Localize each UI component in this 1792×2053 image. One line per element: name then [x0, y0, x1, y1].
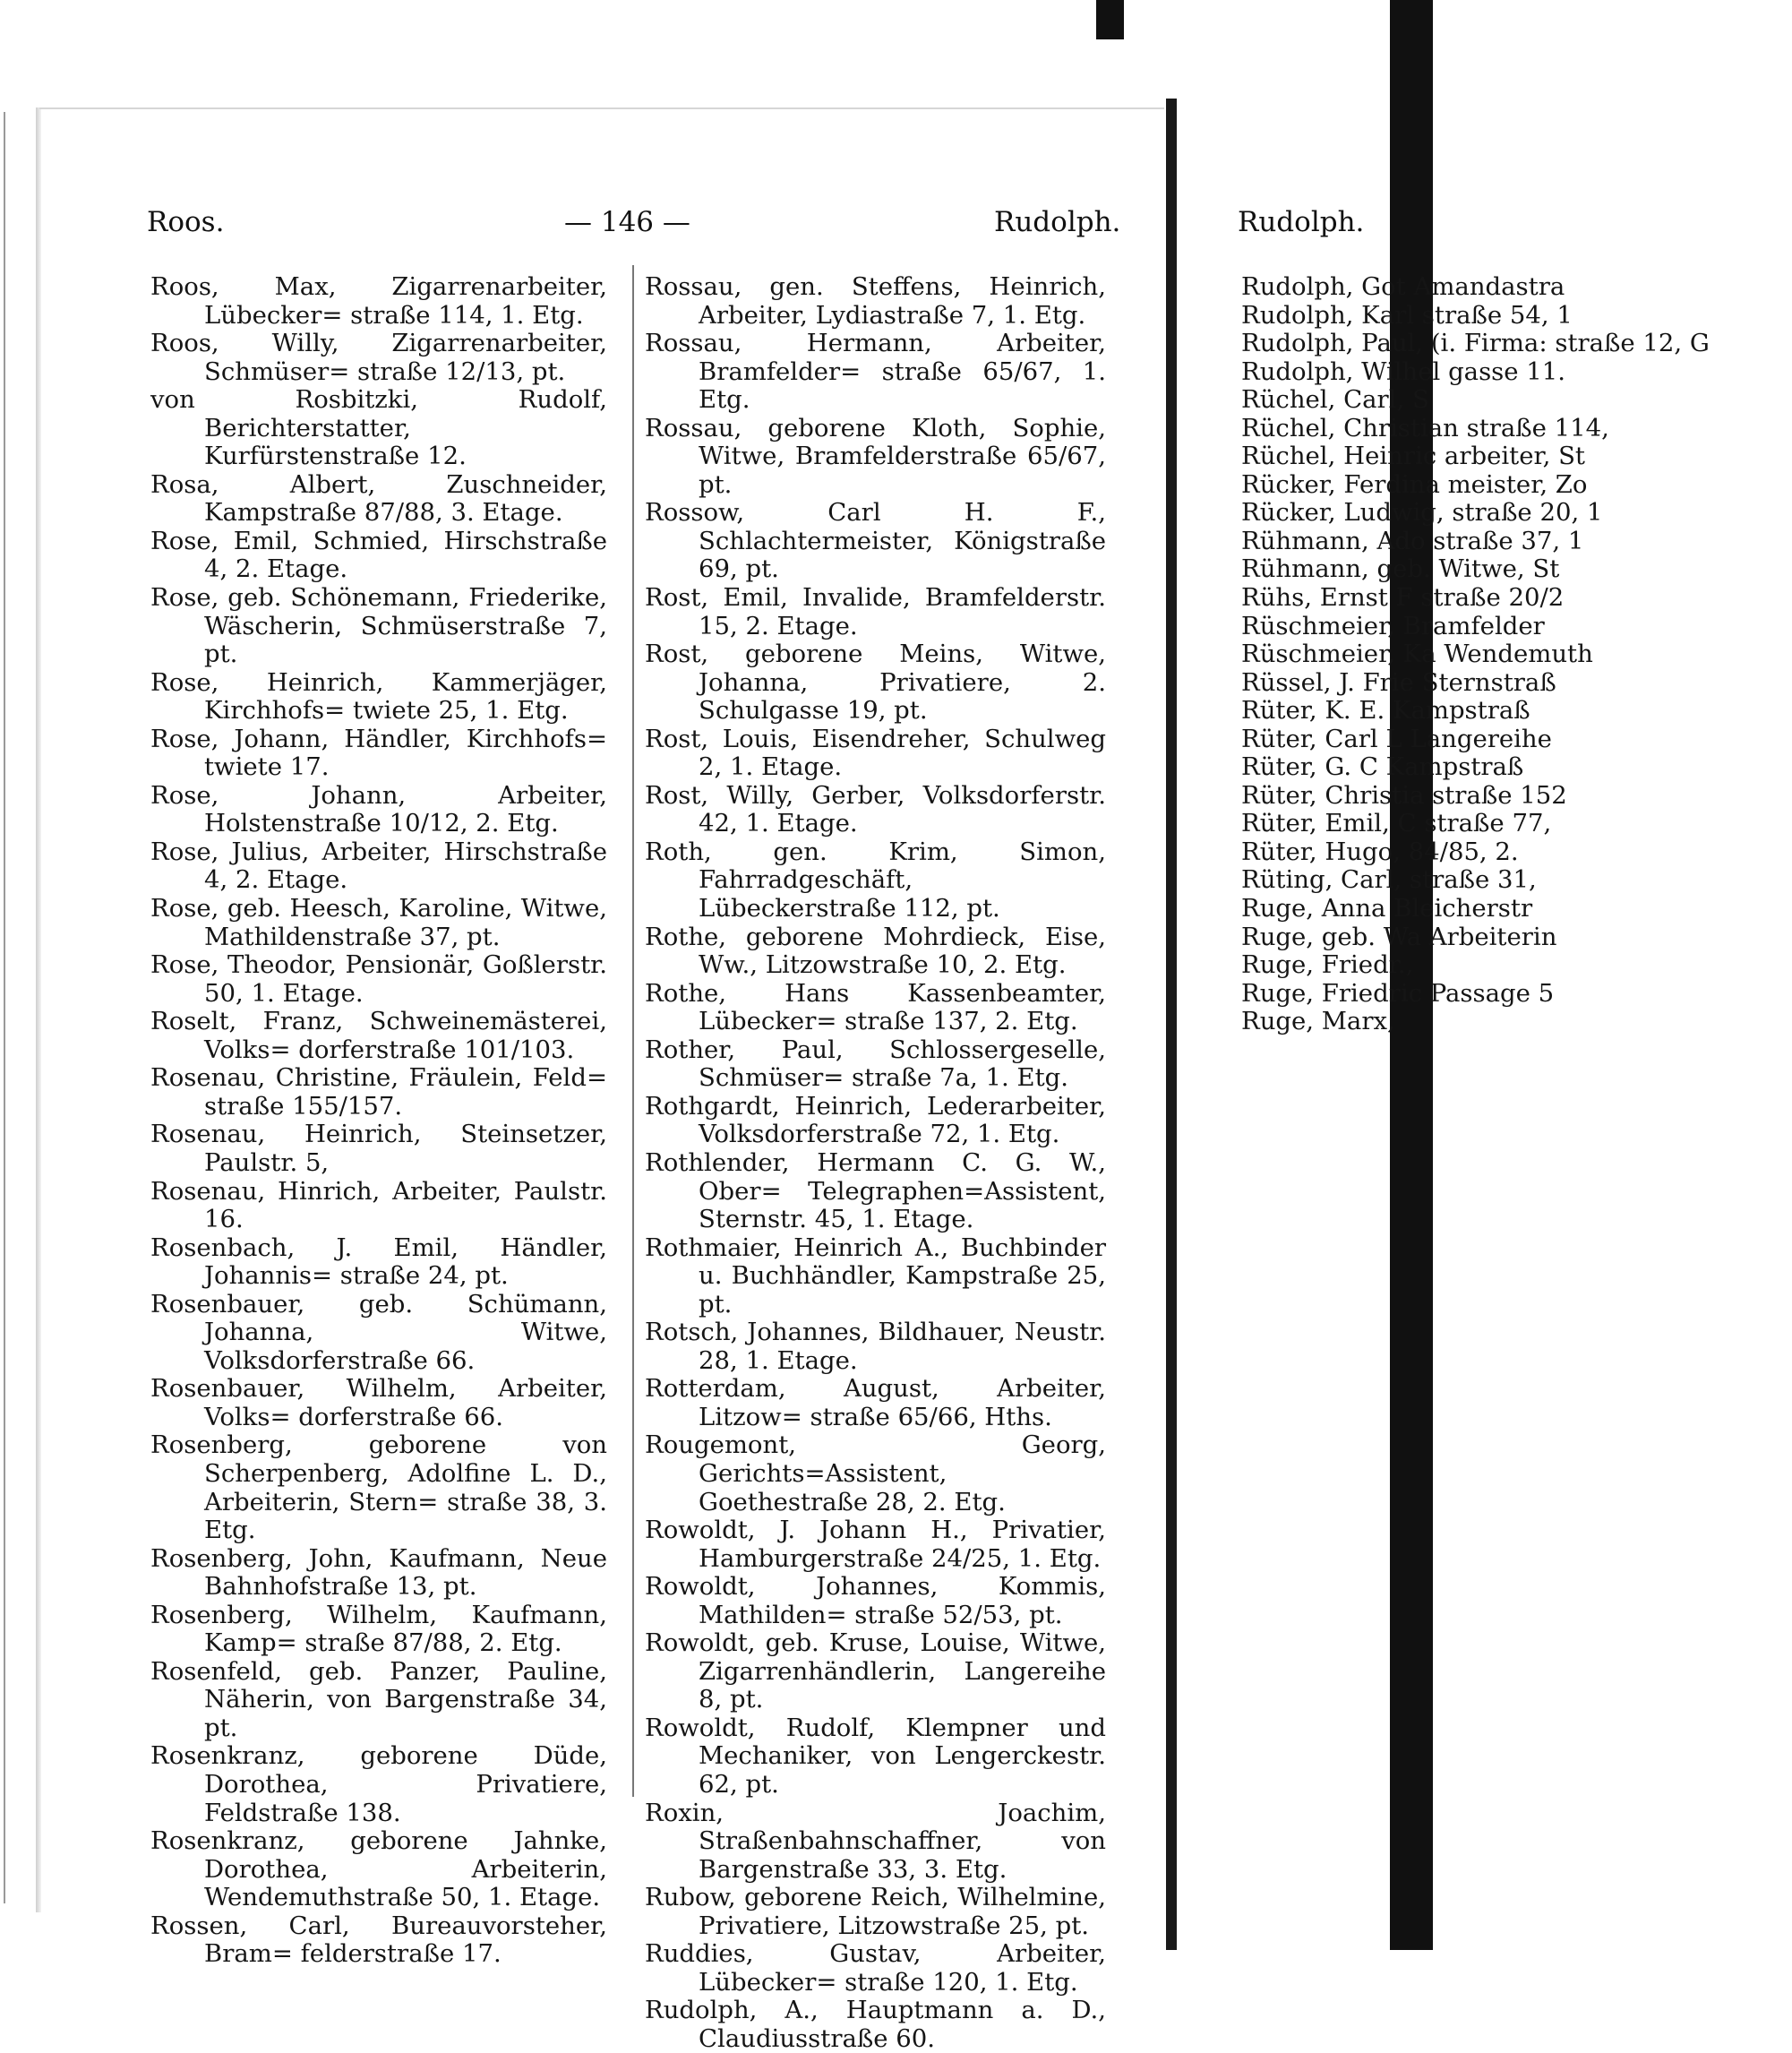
directory-entry: Rüter, K. E. Kampstraß: [1241, 696, 1530, 726]
directory-entry: Rüschmeier, Bramfelder: [1241, 611, 1545, 640]
directory-entry: Rosenbach, J. Emil, Händler, Johannis= straße 24, pt.: [150, 1233, 607, 1291]
running-head-right: Rudolph.: [994, 206, 1121, 238]
directory-entry: Rosenau, Hinrich, Arbeiter, Paulstr. 16.: [150, 1176, 607, 1234]
directory-entry: Rothmaier, Heinrich A., Buchbinder u. Buchhändler, Kampstraße 25, pt.: [645, 1233, 1106, 1319]
directory-entry: Rosenberg, John, Kaufmann, Neue Bahnhofstraße 13, pt.: [150, 1543, 607, 1602]
directory-entry: Rotsch, Johannes, Bildhauer, Neustr. 28, 1. Etage.: [645, 1318, 1106, 1375]
directory-entry: Rühmann, geb. Witwe, St: [1241, 554, 1560, 584]
directory-entry: Rudolph, Got Amandastra: [1241, 272, 1565, 301]
directory-entry: Rose, Johann, Arbeiter, Holstenstraße 10/12, 2. Etg.: [150, 780, 607, 838]
directory-entry: Rosenkranz, geborene Jahnke, Dorothea, Arbeiterin, Wendemuthstraße 50, 1. Etage.: [150, 1826, 607, 1912]
directory-entry: Ruge, geb. Wa Arbeiterin: [1241, 922, 1557, 951]
directory-entry: Roos, Willy, Zigarrenarbeiter, Schmüser= straße 12/13, pt.: [150, 329, 607, 386]
directory-entry: Rose, Johann, Händler, Kirchhofs= twiete 17.: [150, 724, 607, 782]
directory-entry: Rühs, Ernst F straße 20/2: [1241, 583, 1565, 613]
directory-entry: Rüter, Christia straße 152: [1241, 780, 1567, 810]
directory-entry: Rosenau, Christine, Fräulein, Feld= straße 155/157.: [150, 1063, 607, 1121]
page-number: — 146 —: [564, 206, 690, 238]
directory-entry: Rowoldt, J. Johann H., Privatier, Hamburgerstraße 24/25, 1. Etg.: [645, 1516, 1106, 1573]
column-divider: [632, 265, 634, 1797]
directory-entry: Rothlender, Hermann C. G. W., Ober= Telegraphen=Assistent, Sternstr. 45, 1. Etage.: [645, 1147, 1106, 1234]
directory-entry: Rücker, Ludwig, straße 20, 1: [1241, 498, 1603, 528]
directory-entry: Rüchel, Carl, S: [1241, 385, 1429, 415]
scan-edge-top: [1096, 0, 1124, 39]
directory-entry: Rost, Louis, Eisendreher, Schulweg 2, 1. Etage.: [645, 724, 1106, 782]
directory-entry: Rosenberg, geborene von Scherpenberg, Adolfine L. D., Arbeiterin, Stern= straße 38, 3. Etg.: [150, 1430, 607, 1545]
directory-entry: Rosenbauer, Wilhelm, Arbeiter, Volks= dorferstraße 66.: [150, 1374, 607, 1431]
directory-entry: Rose, Julius, Arbeiter, Hirschstraße 4, 2. Etage.: [150, 837, 607, 895]
directory-entry: Rüssel, J. Frie Sternstraß: [1241, 667, 1556, 697]
directory-entry: Rudolph, Paul, (i. Firma: straße 12, G: [1241, 329, 1710, 358]
directory-entry: Rossen, Carl, Bureauvorsteher, Bram= felderstraße 17.: [150, 1911, 607, 1969]
directory-entry: Roos, Max, Zigarrenarbeiter, Lübecker= straße 114, 1. Etg.: [150, 272, 607, 330]
scan-edge-left: [4, 112, 5, 1903]
directory-entry: Roth, gen. Krim, Simon, Fahrradgeschäft, Lübeckerstraße 112, pt.: [645, 837, 1106, 923]
directory-entry: Rothe, Hans Kassenbeamter, Lübecker= straße 137, 2. Etg.: [645, 978, 1106, 1036]
directory-entry: Rühmann, Ado straße 37, 1: [1241, 526, 1584, 555]
directory-entry: Rüchel, Heinric arbeiter, St: [1241, 442, 1585, 471]
directory-entry: von Rosbitzki, Rudolf, Berichterstatter, Kurfürstenstraße 12.: [150, 385, 607, 471]
directory-entry: Rüschmeier, Ka Wendemuth: [1241, 640, 1593, 669]
directory-entry: Rose, geb. Schönemann, Friederike, Wäscherin, Schmüserstraße 7, pt.: [150, 583, 607, 669]
directory-entry: Rüchel, Christian straße 114,: [1241, 413, 1609, 442]
directory-entry: Rossau, gen. Steffens, Heinrich, Arbeiter, Lydiastraße 7, 1. Etg.: [645, 272, 1106, 330]
directory-entry: Rost, geborene Meins, Witwe, Johanna, Privatiere, 2. Schulgasse 19, pt.: [645, 640, 1106, 726]
directory-entry: Rosenkranz, geborene Düde, Dorothea, Privatiere, Feldstraße 138.: [150, 1741, 607, 1827]
directory-entry: Roselt, Franz, Schweinemästerei, Volks= dorferstraße 101/103.: [150, 1007, 607, 1064]
directory-entry: Rowoldt, Johannes, Kommis, Mathilden= straße 52/53, pt.: [645, 1572, 1106, 1629]
directory-entry: Rose, Emil, Schmied, Hirschstraße 4, 2. Etage.: [150, 526, 607, 584]
directory-entry: Rudolph, A., Hauptmann a. D., Claudiusstraße 60.: [645, 1996, 1106, 2053]
directory-entry: Ruddies, Gustav, Arbeiter, Lübecker= straße 120, 1. Etg.: [645, 1939, 1106, 1997]
directory-entry: Rossau, geborene Kloth, Sophie, Witwe, Bramfelderstraße 65/67, pt.: [645, 413, 1106, 499]
directory-entry: Ruge, Friedr.,: [1241, 950, 1414, 980]
right-column: [645, 273, 1106, 2053]
directory-entry: Rüter, Hugo, 84/85, 2.: [1241, 837, 1519, 866]
directory-entry: Rudolph, Karl straße 54, 1: [1241, 300, 1573, 330]
directory-entry: Rose, geb. Heesch, Karoline, Witwe, Mathildenstraße 37, pt.: [150, 894, 607, 951]
directory-entry: Roxin, Joachim, Straßenbahnschaffner, von Bargenstraße 33, 3. Etg.: [645, 1798, 1106, 1884]
directory-entry: Rüter, G. C Kampstraß: [1241, 752, 1524, 782]
directory-entry: Rosa, Albert, Zuschneider, Kampstraße 87/88, 3. Etage.: [150, 469, 607, 528]
directory-entry: Rüter, Emil, C straße 77,: [1241, 809, 1552, 838]
directory-entry: Rothgardt, Heinrich, Lederarbeiter, Volksdorferstraße 72, 1. Etg.: [645, 1091, 1106, 1149]
directory-entry: Rosenbauer, geb. Schümann, Johanna, Witwe, Volksdorferstraße 66.: [150, 1289, 607, 1375]
page-shadow: [36, 107, 41, 1912]
directory-entry: Rowoldt, Rudolf, Klempner und Mechaniker, von Lengerckestr. 62, pt.: [645, 1713, 1106, 1799]
directory-entry: Rubow, geborene Reich, Wilhelmine, Privatiere, Litzowstraße 25, pt.: [645, 1883, 1106, 1940]
running-head-left: Roos.: [147, 206, 225, 238]
page-top-edge: [39, 107, 1164, 109]
directory-entry: Rosenfeld, geb. Panzer, Pauline, Näherin, von Bargenstraße 34, pt.: [150, 1656, 607, 1742]
directory-entry: Rougemont, Georg, Gerichts=Assistent, Goethestraße 28, 2. Etg.: [645, 1430, 1106, 1516]
directory-entry: Rosenberg, Wilhelm, Kaufmann, Kamp= straße 87/88, 2. Etg.: [150, 1600, 607, 1658]
directory-entry: Rowoldt, geb. Kruse, Louise, Witwe, Zigarrenhändlerin, Langereihe 8, pt.: [645, 1628, 1106, 1714]
directory-entry: Rudolph, Wilhel gasse 11.: [1241, 356, 1566, 386]
directory-entry: Rossau, Hermann, Arbeiter, Bramfelder= straße 65/67, 1. Etg.: [645, 329, 1106, 415]
directory-entry: Rüting, Carl, straße 31,: [1241, 865, 1537, 895]
directory-entry: Rotterdam, August, Arbeiter, Litzow= straße 65/66, Hths.: [645, 1374, 1106, 1431]
book-gutter: [1166, 99, 1177, 1950]
directory-entry: Rost, Emil, Invalide, Bramfelderstr. 15, 2. Etage.: [645, 583, 1106, 640]
directory-entry: Rost, Willy, Gerber, Volksdorferstr. 42, 1. Etage.: [645, 780, 1106, 838]
directory-entry: Rosenau, Heinrich, Steinsetzer, Paulstr. 5,: [150, 1120, 607, 1177]
directory-entry: Ruge, Friedric Passage 5: [1241, 978, 1555, 1008]
next-page-running-head: Rudolph.: [1238, 206, 1365, 238]
directory-entry: Rother, Paul, Schlossergeselle, Schmüser= straße 7a, 1. Etg.: [645, 1035, 1106, 1093]
directory-entry: Rothe, geborene Mohrdieck, Eise, Ww., Litzowstraße 10, 2. Etg.: [645, 922, 1106, 980]
directory-entry: Rüter, Carl L Langereihe: [1241, 724, 1552, 753]
directory-entry: Rücker, Ferdina meister, Zo: [1241, 469, 1588, 499]
directory-entry: Ruge, Anna Bleicherstr: [1241, 894, 1533, 923]
left-column: [150, 273, 607, 1969]
next-page-column: [1241, 272, 1710, 1036]
directory-entry: Rose, Theodor, Pensionär, Goßlerstr. 50, 1. Etage.: [150, 950, 607, 1008]
directory-entry: Rossow, Carl H. F., Schlachtermeister, Königstraße 69, pt.: [645, 498, 1106, 584]
directory-entry: Ruge, Marx,: [1241, 1007, 1395, 1036]
directory-entry: Rose, Heinrich, Kammerjäger, Kirchhofs= twiete 25, 1. Etg.: [150, 667, 607, 726]
